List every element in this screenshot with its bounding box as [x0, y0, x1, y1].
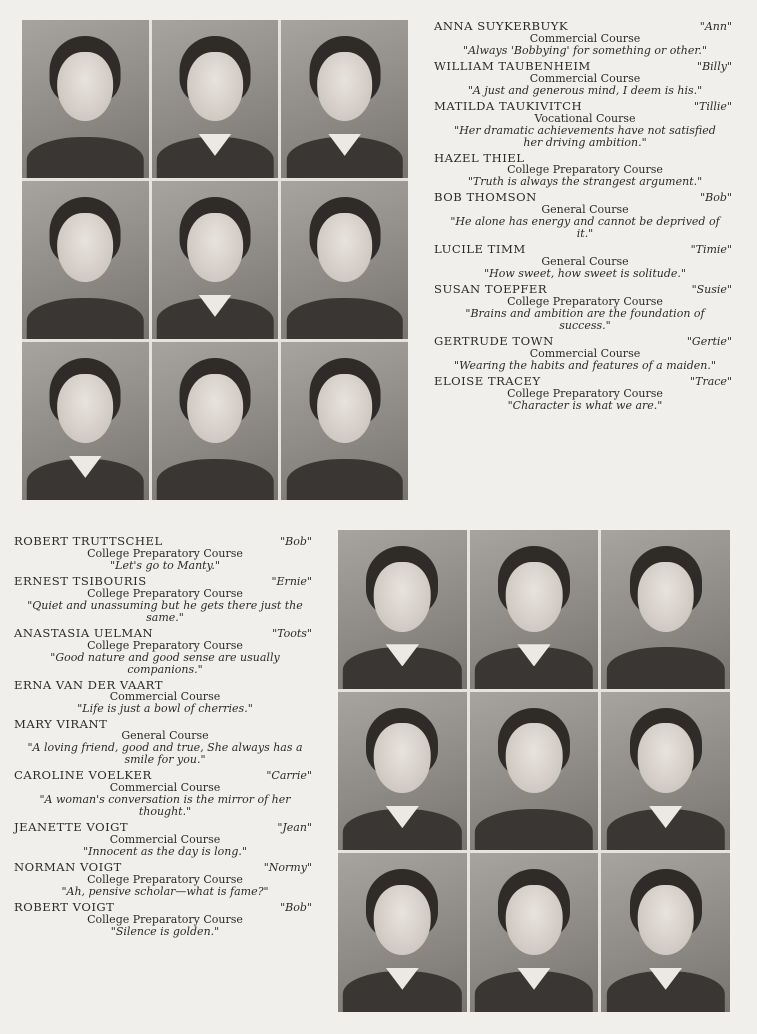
portrait-photo [22, 20, 149, 178]
student-quote: "A woman's conversation is the mirror of her thought." [39, 793, 291, 818]
student-nickname: "Ernie" [271, 575, 312, 588]
student-quote: "Truth is always the strangest argument." [467, 175, 703, 188]
student-quote: "Brains and ambition are the foundation of success." [465, 307, 705, 332]
top-names-column [434, 20, 736, 415]
student-course: Commercial Course [529, 72, 641, 85]
student-entry [14, 575, 316, 624]
student-course: Commercial Course [109, 833, 221, 846]
student-entry [434, 60, 736, 97]
student-course: College Preparatory Course [507, 163, 663, 176]
student-name: WILLIAM TAUBENHEIM [434, 59, 591, 73]
student-nickname: "Bob" [280, 535, 312, 548]
student-name: GERTRUDE TOWN [434, 334, 554, 348]
student-nickname: "Tillie" [693, 100, 732, 113]
student-name: ROBERT TRUTTSCHEL [14, 534, 163, 548]
student-quote: "Her dramatic achievements have not satisfied her driving ambition." [454, 124, 716, 149]
student-name: ANASTASIA UELMAN [14, 626, 154, 640]
student-entry [434, 243, 736, 280]
student-nickname: "Billy" [697, 60, 732, 73]
portrait-photo [152, 342, 279, 500]
student-course: Commercial Course [109, 781, 221, 794]
student-quote: "Wearing the habits and features of a maiden." [454, 359, 716, 372]
student-quote: "Good nature and good sense are usually companions." [50, 651, 280, 676]
student-course: General Course [121, 729, 209, 742]
bottom-names-column [14, 535, 316, 941]
student-course: Commercial Course [109, 690, 221, 703]
student-entry [434, 100, 736, 149]
student-quote: "Always 'Bobbying' for something or other." [463, 44, 707, 57]
student-name: HAZEL THIEL [434, 151, 525, 165]
student-entry [434, 283, 736, 332]
student-entry [14, 769, 316, 818]
student-quote: "Let's go to Manty." [110, 559, 220, 572]
student-name: NORMAN VOIGT [14, 860, 122, 874]
student-entry [14, 718, 316, 766]
student-entry [434, 375, 736, 412]
portrait-photo [22, 181, 149, 339]
student-entry [14, 821, 316, 858]
student-name: ANNA SUYKERBUYK [434, 19, 569, 33]
student-quote: "Innocent as the day is long." [83, 845, 247, 858]
student-entry [14, 627, 316, 676]
student-quote: "A just and generous mind, I deem is his." [467, 84, 703, 97]
student-nickname: "Carrie" [266, 769, 312, 782]
portrait-photo [22, 342, 149, 500]
student-course: College Preparatory Course [87, 913, 243, 926]
student-nickname: "Jean" [277, 821, 312, 834]
student-name: ROBERT VOIGT [14, 900, 115, 914]
student-nickname: "Bob" [280, 901, 312, 914]
portrait-photo [470, 853, 599, 1012]
student-quote: "He alone has energy and cannot be deprived of it." [450, 215, 720, 240]
portrait-photo [601, 853, 730, 1012]
student-nickname: "Timie" [690, 243, 732, 256]
student-course: Commercial Course [529, 347, 641, 360]
student-entry [14, 861, 316, 898]
student-course: College Preparatory Course [507, 295, 663, 308]
student-nickname: "Trace" [690, 375, 732, 388]
student-name: JEANETTE VOIGT [14, 820, 129, 834]
student-nickname: "Susie" [691, 283, 732, 296]
student-entry [434, 335, 736, 372]
student-name: LUCILE TIMM [434, 242, 526, 256]
portrait-photo [470, 530, 599, 689]
student-quote: "Ah, pensive scholar—what is fame?" [61, 885, 269, 898]
student-name: ERNA VAN DER VAART [14, 678, 163, 692]
student-quote: "How sweet, how sweet is solitude." [484, 267, 686, 280]
student-course: Vocational Course [534, 112, 636, 125]
portrait-photo [281, 20, 408, 178]
portrait-photo [470, 692, 599, 851]
student-nickname: "Normy" [263, 861, 312, 874]
student-course: General Course [541, 203, 629, 216]
student-name: CAROLINE VOELKER [14, 768, 152, 782]
student-quote: "Quiet and unassuming but he gets there just the same." [27, 599, 303, 624]
portrait-photo [152, 181, 279, 339]
student-nickname: "Ann" [699, 20, 732, 33]
top-portrait-grid [22, 20, 408, 500]
student-entry [434, 152, 736, 188]
student-quote: "Life is just a bowl of cherries." [77, 702, 253, 715]
student-name: MATILDA TAUKIVITCH [434, 99, 583, 113]
student-course: College Preparatory Course [507, 387, 663, 400]
portrait-photo [338, 530, 467, 689]
portrait-photo [601, 530, 730, 689]
student-quote: "A loving friend, good and true, She always has a smile for you." [27, 741, 303, 766]
student-name: ELOISE TRACEY [434, 374, 541, 388]
student-entry [14, 679, 316, 715]
student-entry [14, 901, 316, 938]
portrait-photo [152, 20, 279, 178]
portrait-photo [281, 181, 408, 339]
student-name: MARY VIRANT [14, 717, 108, 731]
student-course: College Preparatory Course [87, 873, 243, 886]
student-quote: "Silence is golden." [110, 925, 220, 938]
portrait-photo [601, 692, 730, 851]
student-name: ERNEST TSIBOURIS [14, 574, 147, 588]
portrait-photo [338, 853, 467, 1012]
student-entry [434, 191, 736, 240]
portrait-photo [338, 692, 467, 851]
student-course: General Course [541, 255, 629, 268]
student-nickname: "Gertie" [686, 335, 732, 348]
student-course: Commercial Course [529, 32, 641, 45]
portrait-photo [281, 342, 408, 500]
bottom-portrait-grid [338, 530, 730, 1012]
student-course: College Preparatory Course [87, 639, 243, 652]
student-quote: "Character is what we are." [507, 399, 663, 412]
student-entry [14, 535, 316, 572]
student-nickname: "Bob" [700, 191, 732, 204]
student-entry [434, 20, 736, 57]
student-course: College Preparatory Course [87, 587, 243, 600]
student-name: BOB THOMSON [434, 190, 537, 204]
student-nickname: "Toots" [272, 627, 312, 640]
student-course: College Preparatory Course [87, 547, 243, 560]
student-name: SUSAN TOEPFER [434, 282, 548, 296]
